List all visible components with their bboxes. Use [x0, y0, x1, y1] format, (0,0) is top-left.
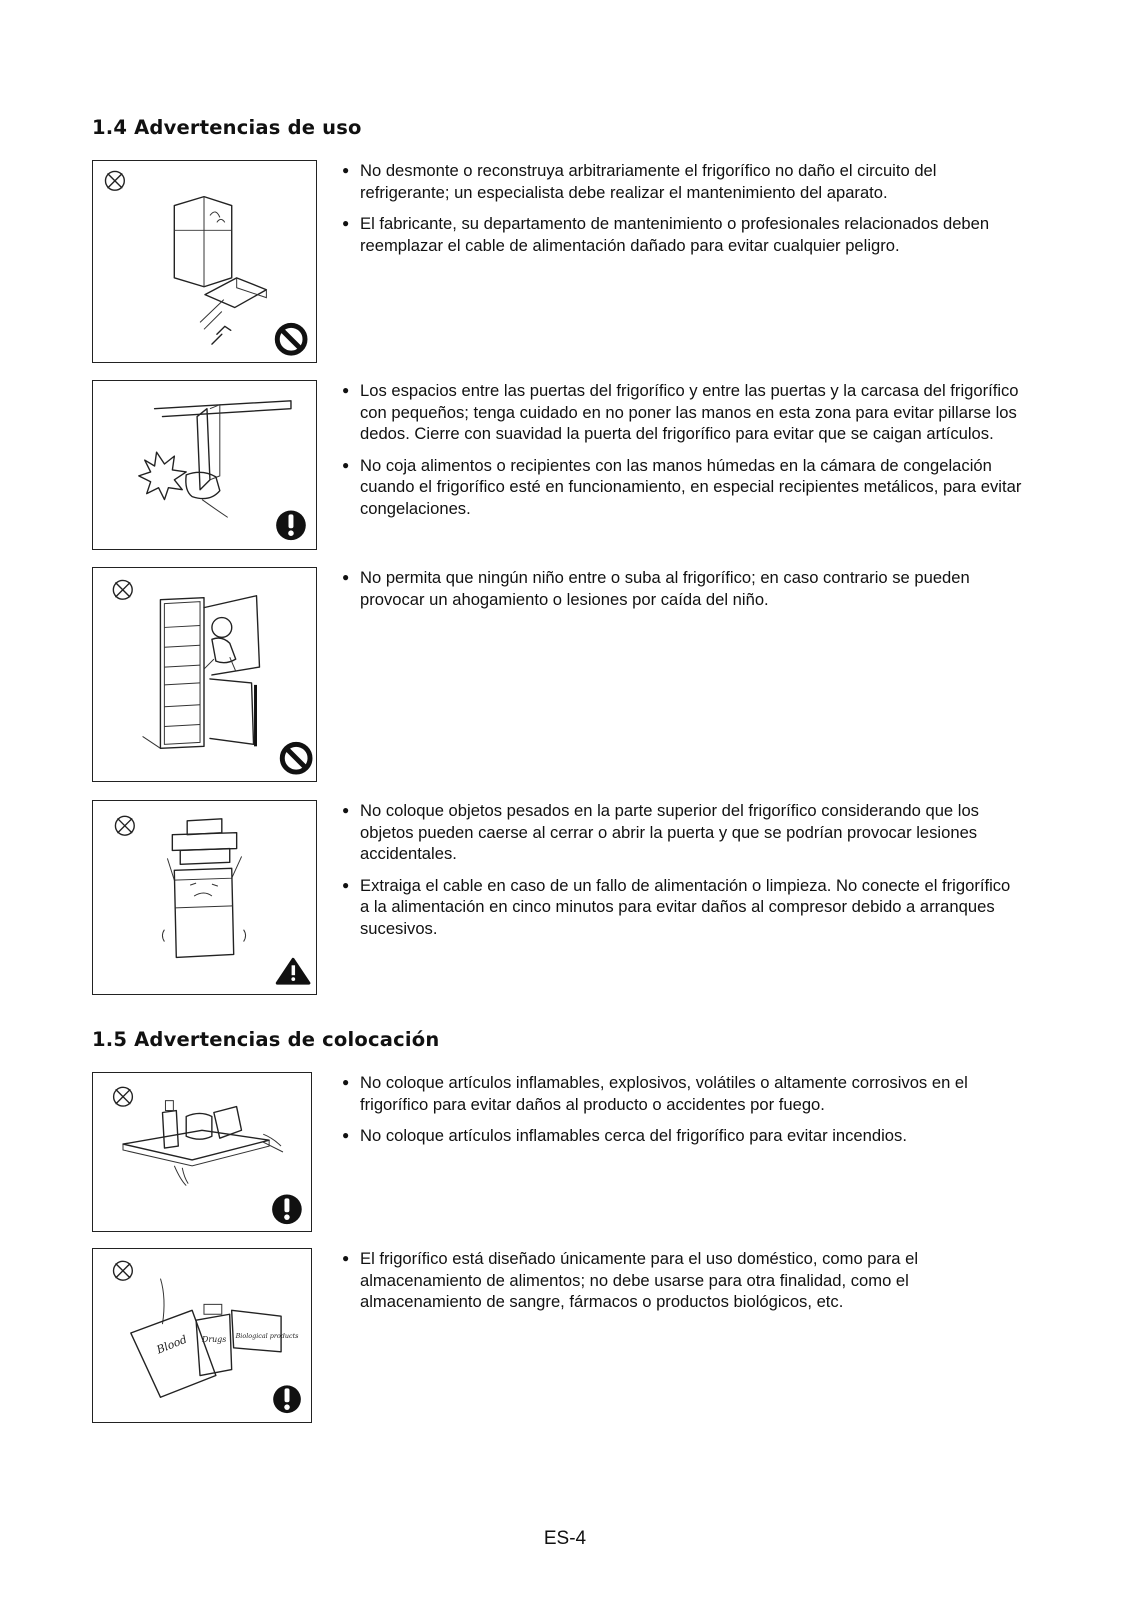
bullet-list	[342, 160, 1022, 266]
bullet-item: ● Los espacios entre las puertas del frigorífico y entre las puertas y la carcasa del frigorífico con pequeños; tenga cuidado en no poner las manos en esta zona para evitar pillarse los dedos. Cierre con suavidad la puerta del frigorífico para evitar que se caigan artículos.	[342, 380, 1022, 445]
illustration-frame	[92, 800, 317, 995]
bullet-item: ● El frigorífico está diseñado únicamente para el uso doméstico, como para el almacenamiento de alimentos; no debe usarse para otra finalidad, como el almacenamiento de sangre, fármacos o productos biológicos, etc.	[342, 1248, 1022, 1313]
mandatory-icon	[272, 1194, 302, 1224]
disassembly-illustration	[93, 161, 316, 362]
section-heading-usage: 1.4 Advertencias de uso	[92, 116, 362, 139]
heavy-objects-illustration	[93, 801, 316, 994]
door-gap-illustration	[93, 381, 316, 549]
medical-storage-illustration	[93, 1249, 311, 1422]
bullet-item: ● No desmonte o reconstruya arbitrariamente el frigorífico no daño el circuito del refrigerante; un especialista debe realizar el mantenimiento del aparato.	[342, 160, 1022, 203]
prohibition-icon	[277, 325, 305, 353]
package-label-biological: Biological products	[235, 1331, 299, 1340]
child-climbing-illustration	[93, 568, 316, 781]
prohibition-icon	[282, 744, 310, 772]
bullet-list	[342, 380, 1022, 529]
crossed-circle-icon	[105, 171, 124, 190]
crossed-circle-icon	[114, 1261, 133, 1280]
illustration-frame	[92, 1072, 312, 1232]
bullet-item: ● No permita que ningún niño entre o suba al frigorífico; en caso contrario se pueden provocar un ahogamiento o lesiones por caída del niño.	[342, 567, 1022, 610]
flammables-illustration	[93, 1073, 311, 1231]
page-number: ES-4	[543, 1528, 587, 1549]
mandatory-icon	[276, 510, 306, 540]
bullet-list	[342, 1072, 1022, 1157]
bullet-item: ● No coja alimentos o recipientes con las manos húmedas en la cámara de congelación cuando el frigorífico esté en funcionamiento, en especial recipientes metálicos, para evitar congelaciones.	[342, 455, 1022, 520]
illustration-frame	[92, 380, 317, 550]
warning-triangle-icon	[277, 959, 309, 983]
crossed-circle-icon	[113, 580, 132, 599]
illustration-frame	[92, 567, 317, 782]
package-label-blood: Blood	[154, 1332, 189, 1357]
mandatory-icon	[273, 1385, 301, 1413]
bullet-list	[342, 567, 1022, 620]
package-label-drugs: Drugs	[202, 1334, 227, 1344]
bullet-list	[342, 1248, 1022, 1323]
bullet-item: ● No coloque artículos inflamables, explosivos, volátiles o altamente corrosivos en el frigorífico para evitar daños al producto o accidentes por fuego.	[342, 1072, 1022, 1115]
bullet-item: ● Extraiga el cable en caso de un fallo de alimentación o limpieza. No conecte el frigorífico a la alimentación en cinco minutos para evitar daños al compresor debido a arranques sucesivos.	[342, 875, 1022, 940]
bullet-item: ● No coloque artículos inflamables cerca del frigorífico para evitar incendios.	[342, 1125, 1022, 1147]
crossed-circle-icon	[114, 1087, 133, 1106]
bullet-item: ● No coloque objetos pesados en la parte superior del frigorífico considerando que los objetos pueden caerse al cerrar o abrir la puerta y que se podrían provocar lesiones accidentales.	[342, 800, 1022, 865]
bullet-item: ● El fabricante, su departamento de mantenimiento o profesionales relacionados deben reemplazar el cable de alimentación dañado para evitar cualquier peligro.	[342, 213, 1022, 256]
crossed-circle-icon	[115, 816, 134, 835]
illustration-frame	[92, 160, 317, 363]
bullet-list	[342, 800, 1022, 949]
illustration-frame	[92, 1248, 312, 1423]
section-heading-placement: 1.5 Advertencias de colocación	[92, 1028, 440, 1051]
